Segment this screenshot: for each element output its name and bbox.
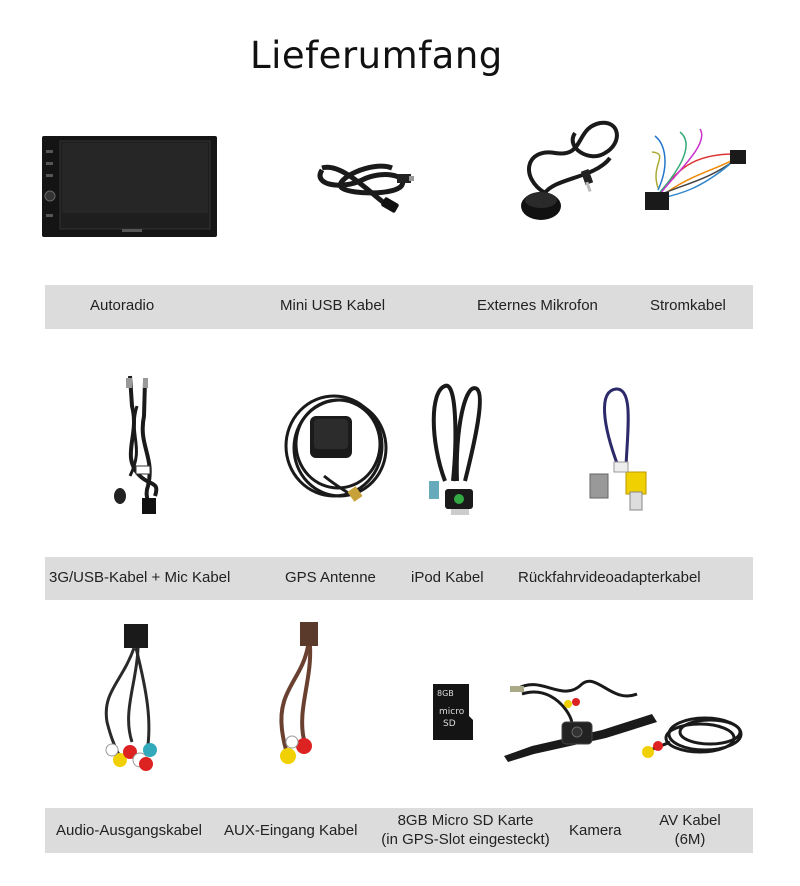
microphone-icon: [515, 118, 627, 226]
aux-input-cable-icon: [262, 620, 326, 770]
label-gps-antenne: GPS Antenne: [285, 569, 376, 586]
svg-text:SD: SD: [443, 719, 456, 729]
svg-text:8GB: 8GB: [437, 689, 454, 698]
label-aux-eingang-kabel: AUX-Eingang Kabel: [224, 822, 358, 839]
usb-mic-cable-icon: [110, 376, 174, 516]
label-audio-ausgangskabel: Audio-Ausgangskabel: [56, 822, 202, 839]
camera-icon: [502, 674, 662, 764]
label-autoradio: Autoradio: [90, 297, 155, 314]
label-micro-sd-karte: [375, 811, 556, 849]
svg-text:micro: micro: [439, 707, 465, 717]
label-kamera: Kamera: [569, 822, 622, 839]
label-micro-sd-line1: 8GB Micro SD Karte: [397, 812, 534, 829]
label-av-kabel: [652, 811, 728, 849]
car-radio-icon: [42, 136, 218, 238]
micro-sd-card-icon: [433, 684, 473, 740]
label-rueckfahrvideoadapterkabel: Rückfahrvideoadapterkabel: [518, 569, 701, 586]
gps-antenna-icon: [284, 388, 390, 506]
ipod-cable-icon: [425, 381, 485, 519]
label-av-kabel-line2: (6M): [674, 831, 706, 848]
label-externes-mikrofon: Externes Mikrofon: [477, 297, 598, 314]
av-cable-icon: [640, 712, 746, 764]
label-mini-usb-kabel: Mini USB Kabel: [280, 297, 386, 314]
label-micro-sd-line2: (in GPS-Slot eingesteckt): [381, 831, 550, 848]
label-av-kabel-line1: AV Kabel: [659, 812, 721, 829]
label-stromkabel: Stromkabel: [650, 297, 726, 314]
power-cable-icon: [640, 124, 750, 218]
page-title: Lieferumfang: [250, 34, 503, 77]
audio-output-cable-icon: [92, 622, 172, 782]
rear-video-adapter-icon: [588, 386, 656, 520]
usb-cable-icon: [312, 150, 414, 218]
label-ipod-kabel: iPod Kabel: [411, 569, 484, 586]
label-3g-usb-mic-kabel: 3G/USB-Kabel + Mic Kabel: [49, 569, 231, 586]
